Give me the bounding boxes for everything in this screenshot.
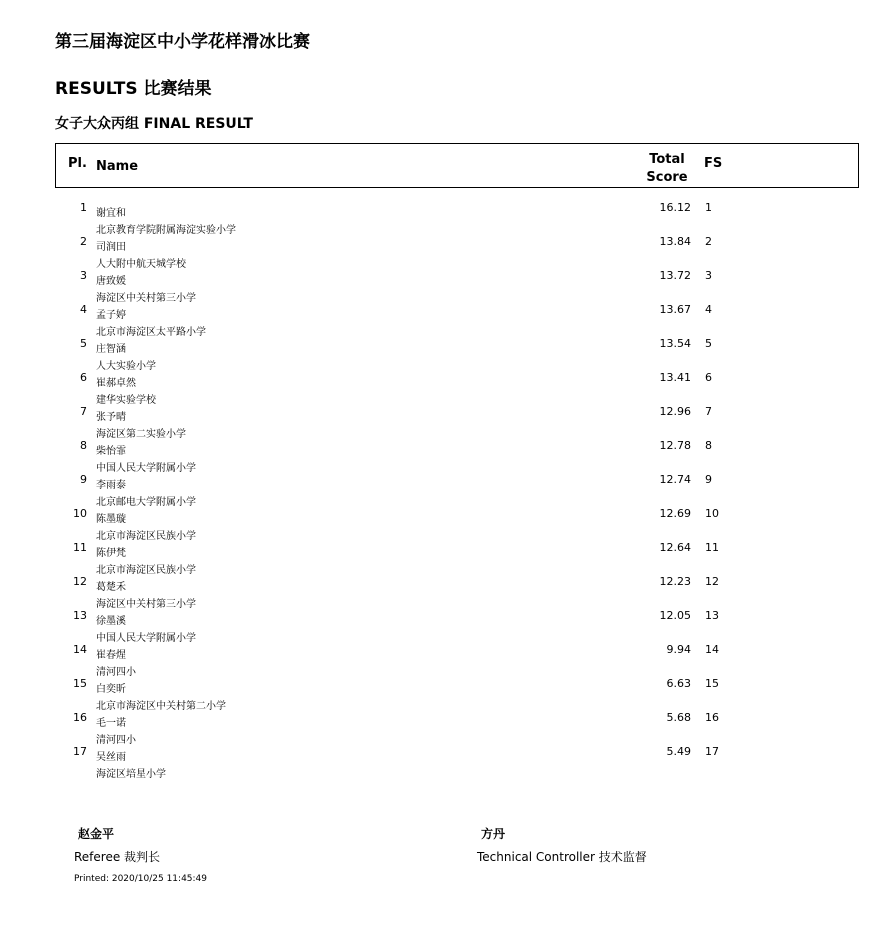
technical-controller-role: Technical Controller 技术监督: [477, 850, 647, 864]
row-fs-place: 3: [705, 269, 712, 282]
row-place: 1: [80, 201, 87, 214]
row-place: 17: [73, 745, 87, 758]
table-row: [0, 643, 875, 677]
category-heading: 女子大众丙组 FINAL RESULT: [55, 116, 253, 132]
row-total-score: 12.74: [659, 473, 691, 486]
table-row: [0, 745, 875, 779]
row-skater-name: 谢宜和: [96, 208, 126, 219]
row-total-score: 12.69: [659, 507, 691, 520]
row-skater-name: 陈伊梵: [96, 548, 126, 559]
table-row: [0, 677, 875, 711]
row-club: 北京市海淀区民族小学: [96, 565, 196, 576]
row-total-score: 6.63: [666, 677, 691, 690]
row-fs-place: 10: [705, 507, 719, 520]
table-row: [0, 405, 875, 439]
row-fs-place: 11: [705, 541, 719, 554]
row-skater-name: 司润田: [96, 242, 126, 253]
row-club: 海淀区培星小学: [96, 769, 166, 780]
table-row: [0, 371, 875, 405]
table-row: [0, 473, 875, 507]
row-skater-name: 孟子婷: [96, 310, 126, 321]
results-heading: RESULTS 比赛结果: [55, 79, 212, 99]
table-row: [0, 609, 875, 643]
row-club: 海淀区第二实验小学: [96, 429, 186, 440]
row-total-score: 12.64: [659, 541, 691, 554]
row-club: 北京市海淀区中关村第二小学: [96, 701, 226, 712]
row-total-score: 5.68: [666, 711, 691, 724]
header-total-score: Total Score: [646, 152, 688, 185]
table-row: [0, 269, 875, 303]
row-place: 8: [80, 439, 87, 452]
row-skater-name: 徐墨溪: [96, 616, 126, 627]
table-row: [0, 541, 875, 575]
row-place: 14: [73, 643, 87, 656]
row-total-score: 13.54: [659, 337, 691, 350]
row-fs-place: 9: [705, 473, 712, 486]
row-fs-place: 15: [705, 677, 719, 690]
row-skater-name: 庄智涵: [96, 344, 126, 355]
row-fs-place: 13: [705, 609, 719, 622]
referee-name: 赵金平: [78, 827, 115, 841]
table-header: [55, 143, 859, 188]
row-total-score: 13.67: [659, 303, 691, 316]
row-total-score: 13.72: [659, 269, 691, 282]
row-club: 北京市海淀区太平路小学: [96, 327, 206, 338]
row-skater-name: 李雨泰: [96, 480, 126, 491]
row-fs-place: 12: [705, 575, 719, 588]
row-place: 6: [80, 371, 87, 384]
row-club: 建华实验学校: [96, 395, 156, 406]
row-fs-place: 5: [705, 337, 712, 350]
row-club: 北京邮电大学附属小学: [96, 497, 196, 508]
row-fs-place: 2: [705, 235, 712, 248]
row-place: 4: [80, 303, 87, 316]
printed-timestamp: Printed: 2020/10/25 11:45:49: [74, 874, 208, 884]
referee-role: Referee 裁判长: [74, 850, 161, 864]
row-fs-place: 6: [705, 371, 712, 384]
table-row: [0, 337, 875, 371]
row-club: 人大附中航天城学校: [96, 259, 186, 270]
row-club: 海淀区中关村第三小学: [96, 293, 196, 304]
row-place: 16: [73, 711, 87, 724]
row-club: 清河四小: [96, 667, 136, 678]
row-skater-name: 唐致媛: [96, 276, 126, 287]
competition-title: 第三届海淀区中小学花样滑冰比赛: [55, 32, 310, 52]
row-club: 海淀区中关村第三小学: [96, 599, 196, 610]
row-skater-name: 张予晴: [96, 412, 126, 423]
row-place: 11: [73, 541, 87, 554]
row-place: 3: [80, 269, 87, 282]
row-fs-place: 1: [705, 201, 712, 214]
row-place: 10: [73, 507, 87, 520]
table-row: [0, 711, 875, 745]
row-total-score: 5.49: [666, 745, 691, 758]
row-club: 北京教育学院附属海淀实验小学: [96, 225, 236, 236]
header-place: Pl.: [68, 156, 87, 171]
table-row: [0, 439, 875, 473]
row-club: 人大实验小学: [96, 361, 156, 372]
row-place: 7: [80, 405, 87, 418]
row-fs-place: 14: [705, 643, 719, 656]
row-skater-name: 吴丝雨: [96, 752, 126, 763]
row-club: 中国人民大学附属小学: [96, 463, 196, 474]
row-total-score: 13.84: [659, 235, 691, 248]
row-skater-name: 陈墨璇: [96, 514, 126, 525]
row-club: 北京市海淀区民族小学: [96, 531, 196, 542]
row-total-score: 9.94: [666, 643, 691, 656]
row-club: 中国人民大学附属小学: [96, 633, 196, 644]
table-row: [0, 235, 875, 269]
header-fs: FS: [704, 156, 723, 171]
row-place: 12: [73, 575, 87, 588]
row-skater-name: 崔郝卓然: [96, 378, 136, 389]
row-place: 9: [80, 473, 87, 486]
row-skater-name: 葛楚禾: [96, 582, 126, 593]
row-fs-place: 8: [705, 439, 712, 452]
table-row: [0, 575, 875, 609]
table-row: [0, 303, 875, 337]
row-total-score: 12.23: [659, 575, 691, 588]
row-total-score: 12.05: [659, 609, 691, 622]
row-skater-name: 崔春煋: [96, 650, 126, 661]
row-fs-place: 16: [705, 711, 719, 724]
row-skater-name: 柴怡霏: [96, 446, 126, 457]
table-row: [0, 201, 875, 235]
row-total-score: 12.96: [659, 405, 691, 418]
row-fs-place: 17: [705, 745, 719, 758]
row-place: 13: [73, 609, 87, 622]
table-row: [0, 507, 875, 541]
row-total-score: 12.78: [659, 439, 691, 452]
header-name: Name: [96, 159, 139, 174]
row-club: 清河四小: [96, 735, 136, 746]
row-place: 2: [80, 235, 87, 248]
row-skater-name: 白奕昕: [96, 684, 126, 695]
row-fs-place: 7: [705, 405, 712, 418]
row-total-score: 16.12: [659, 201, 691, 214]
row-place: 15: [73, 677, 87, 690]
row-fs-place: 4: [705, 303, 712, 316]
row-place: 5: [80, 337, 87, 350]
technical-controller-name: 方丹: [481, 827, 506, 841]
row-total-score: 13.41: [659, 371, 691, 384]
row-skater-name: 毛一诺: [96, 718, 126, 729]
